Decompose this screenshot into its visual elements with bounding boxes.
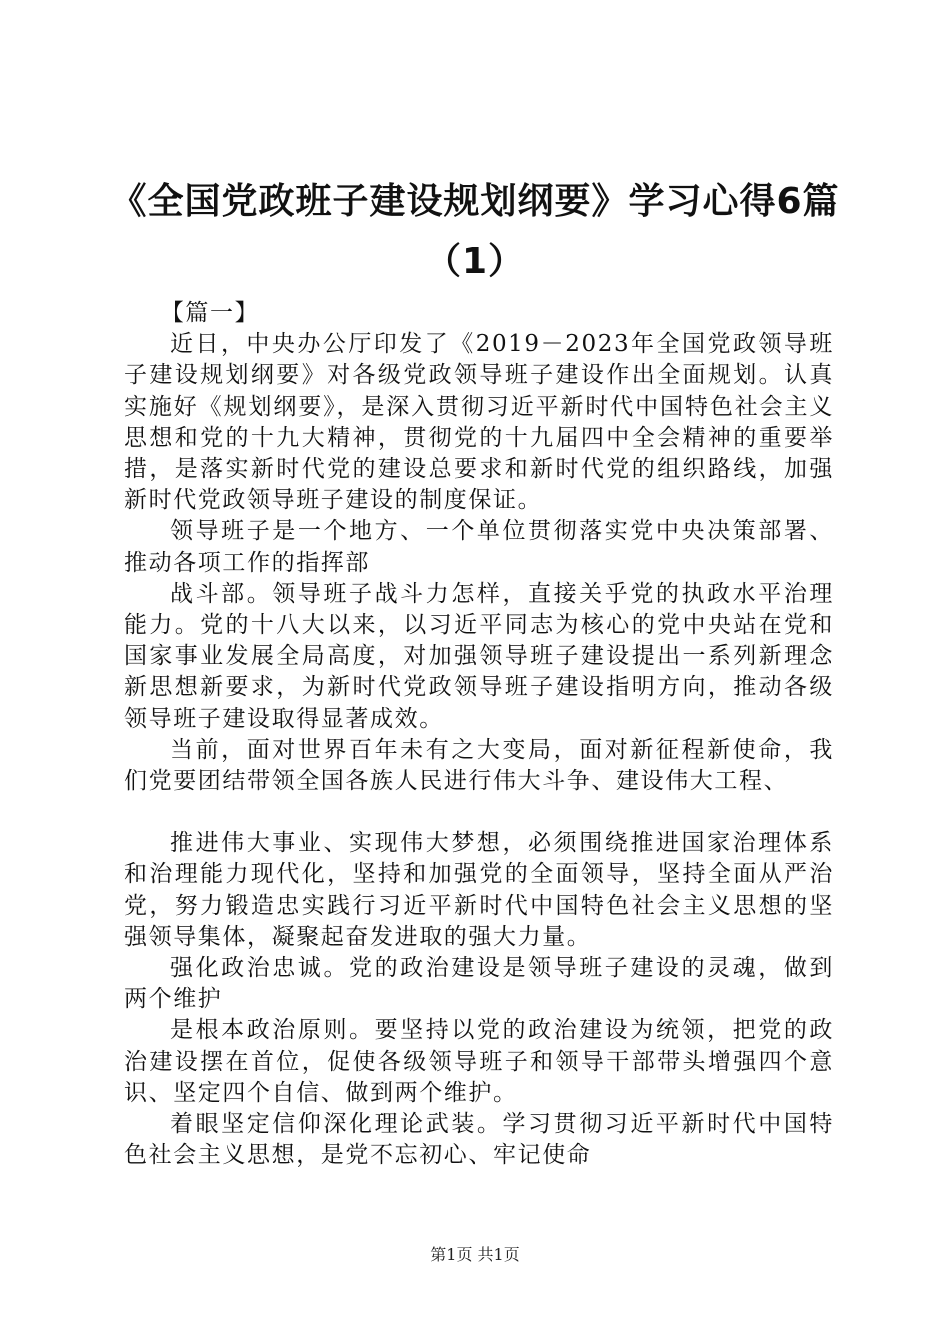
paragraph-3: 战斗部。领导班子战斗力怎样，直接关乎党的执政水平治理能力。党的十八大以来，以习近平同志为核心的党中央站在党和国家事业发展全局高度，对加强领导班子建设提出一系列新理念新思想新要求，为新时代党政领导班子建设指明方向，推动各级领导班子建设取得显著成效。 (124, 580, 834, 732)
paragraph-7: 是根本政治原则。要坚持以党的政治建设为统领，把党的政治建设摆在首位，促使各级领导班子和领导干部带头增强四个意识、坚定四个自信、做到两个维护。 (124, 1017, 834, 1106)
title-line-2: （1） (424, 241, 526, 282)
document-body (124, 298, 834, 1171)
document-title (100, 172, 850, 292)
paragraph-5: 推进伟大事业、实现伟大梦想，必须围绕推进国家治理体系和治理能力现代化，坚持和加强党的全面领导，坚持全面从严治党，努力锻造忠实践行习近平新时代中国特色社会主义思想的坚强领导集体，凝聚起奋发进取的强大力量。 (124, 830, 834, 950)
title-line-1: 《全国党政班子建设规划纲要》学习心得6篇 (110, 181, 840, 222)
paragraph-4: 当前，面对世界百年未有之大变局，面对新征程新使命，我们党要团结带领全国各族人民进行伟大斗争、建设伟大工程、 (124, 736, 834, 795)
paragraph-6: 强化政治忠诚。党的政治建设是领导班子建设的灵魂，做到两个维护 (124, 955, 834, 1013)
paragraph-8: 着眼坚定信仰深化理论武装。学习贯彻习近平新时代中国特色社会主义思想，是党不忘初心、牢记使命 (124, 1111, 834, 1169)
section-label: 【篇一】 (160, 300, 260, 326)
page-footer (0, 1244, 950, 1266)
paragraph-1: 近日，中央办公厅印发了《2019－2023年全国党政领导班子建设规划纲要》对各级党政领导班子建设作出全面规划。认真实施好《规划纲要》，是深入贯彻习近平新时代中国特色社会主义思想和党的十九大精神，贯彻党的十九届四中全会精神的重要举措，是落实新时代党的建设总要求和新时代党的组织路线，加强新时代党政领导班子建设的制度保证。 (124, 331, 834, 514)
page-number: 第1页 共1页 (430, 1245, 520, 1264)
paragraph-2: 领导班子是一个地方、一个单位贯彻落实党中央决策部署、推动各项工作的指挥部 (124, 518, 834, 576)
